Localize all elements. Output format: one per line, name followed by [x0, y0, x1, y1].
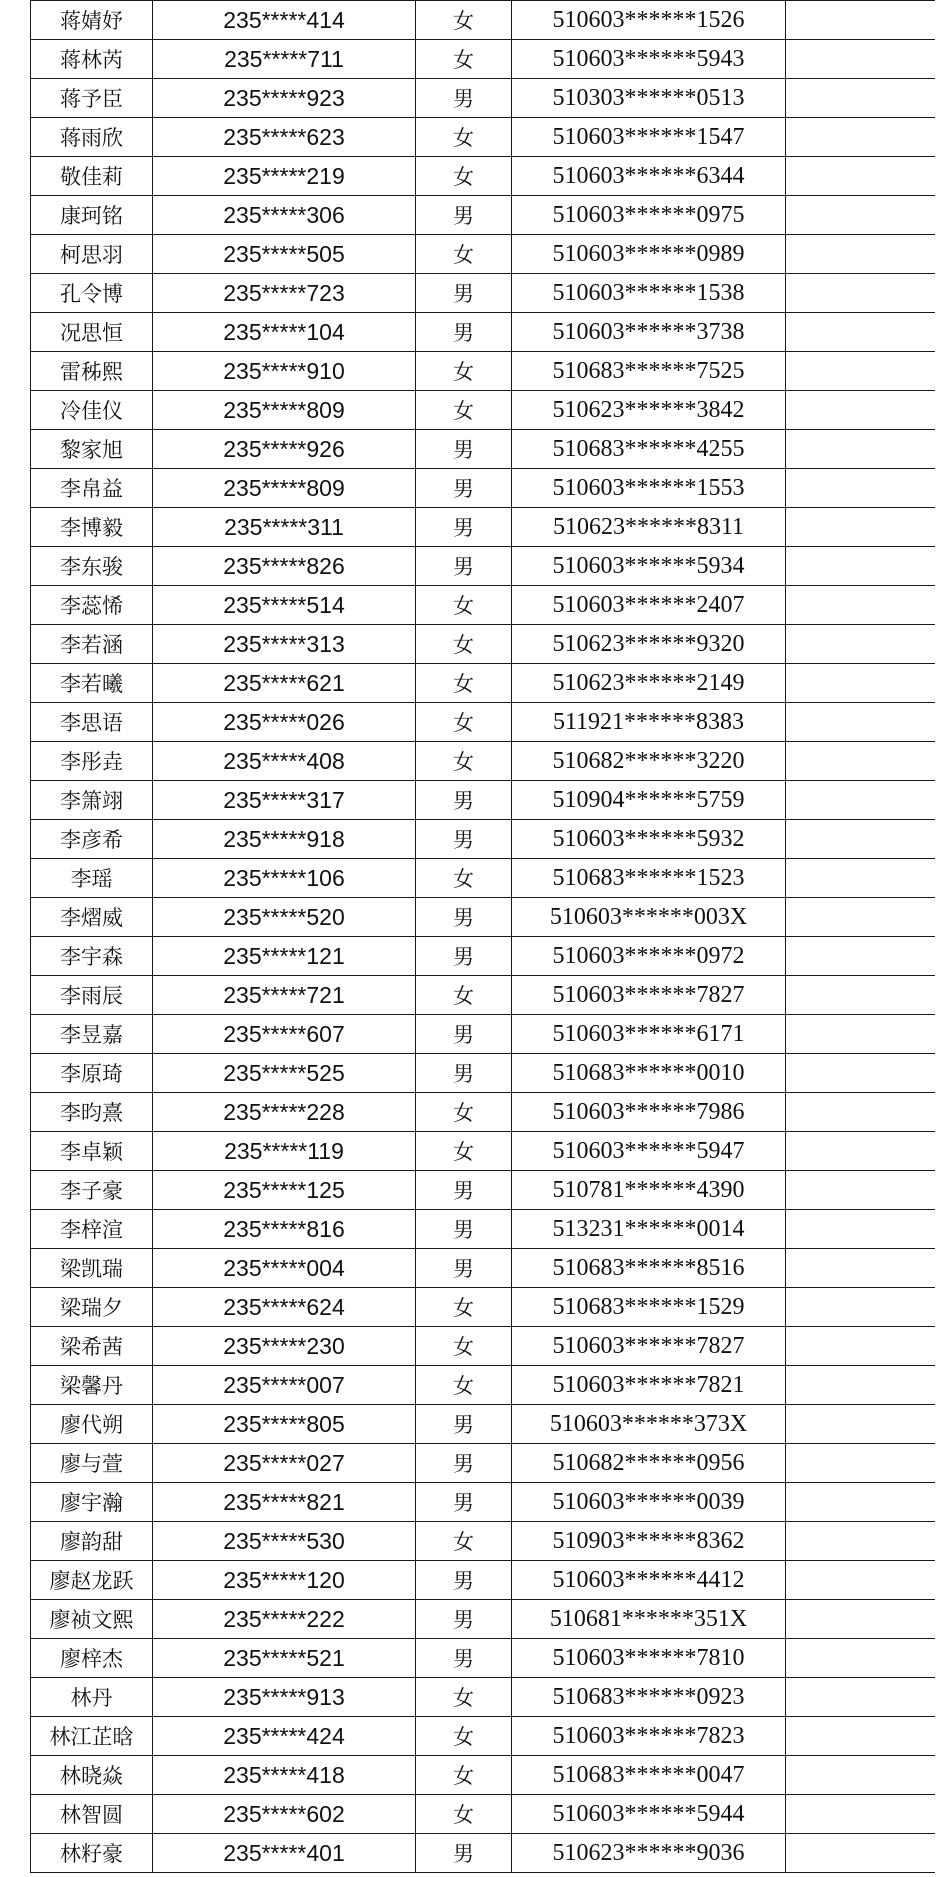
student-name-cell: 李梓渲	[31, 1210, 153, 1249]
id-number-cell: 510682******3220	[512, 742, 786, 781]
gender-cell: 女	[416, 352, 512, 391]
gender-cell: 女	[416, 664, 512, 703]
empty-cell	[786, 40, 936, 79]
student-name-cell: 李彤垚	[31, 742, 153, 781]
table-row	[31, 1, 936, 40]
table-row	[31, 1054, 936, 1093]
empty-cell	[786, 859, 936, 898]
table-row	[31, 1093, 936, 1132]
gender-cell: 男	[416, 1405, 512, 1444]
table-row	[31, 1288, 936, 1327]
student-name-cell: 梁凯瑞	[31, 1249, 153, 1288]
roster-table-body	[31, 1, 936, 1873]
table-row	[31, 313, 936, 352]
empty-cell	[786, 1600, 936, 1639]
student-name-cell: 李若曦	[31, 664, 153, 703]
id-number-cell: 510683******1529	[512, 1288, 786, 1327]
table-row	[31, 508, 936, 547]
table-row	[31, 1483, 936, 1522]
table-row	[31, 118, 936, 157]
table-row	[31, 1132, 936, 1171]
id-number-cell: 510603******0975	[512, 196, 786, 235]
gender-cell: 男	[416, 313, 512, 352]
student-name-cell: 李原琦	[31, 1054, 153, 1093]
gender-cell: 男	[416, 547, 512, 586]
exam-number-cell: 235*****805	[153, 1405, 416, 1444]
exam-number-cell: 235*****228	[153, 1093, 416, 1132]
gender-cell: 男	[416, 1561, 512, 1600]
id-number-cell: 510682******0956	[512, 1444, 786, 1483]
empty-cell	[786, 196, 936, 235]
empty-cell	[786, 1678, 936, 1717]
gender-cell: 男	[416, 781, 512, 820]
id-number-cell: 510603******7827	[512, 1327, 786, 1366]
id-number-cell: 511921******8383	[512, 703, 786, 742]
empty-cell	[786, 664, 936, 703]
student-name-cell: 林丹	[31, 1678, 153, 1717]
student-name-cell: 李思语	[31, 703, 153, 742]
exam-number-cell: 235*****004	[153, 1249, 416, 1288]
table-row	[31, 1522, 936, 1561]
student-name-cell: 蒋婧妤	[31, 1, 153, 40]
empty-cell	[786, 79, 936, 118]
id-number-cell: 510904******5759	[512, 781, 786, 820]
exam-number-cell: 235*****222	[153, 1600, 416, 1639]
empty-cell	[786, 586, 936, 625]
student-name-cell: 康珂铭	[31, 196, 153, 235]
empty-cell	[786, 820, 936, 859]
student-name-cell: 廖赵龙跃	[31, 1561, 153, 1600]
id-number-cell: 510681******351X	[512, 1600, 786, 1639]
exam-number-cell: 235*****711	[153, 40, 416, 79]
student-name-cell: 廖韵甜	[31, 1522, 153, 1561]
gender-cell: 男	[416, 1171, 512, 1210]
student-name-cell: 李熠威	[31, 898, 153, 937]
empty-cell	[786, 1015, 936, 1054]
gender-cell: 女	[416, 1366, 512, 1405]
empty-cell	[786, 1756, 936, 1795]
id-number-cell: 510603******5947	[512, 1132, 786, 1171]
table-row	[31, 1210, 936, 1249]
id-number-cell: 510303******0513	[512, 79, 786, 118]
table-row	[31, 1171, 936, 1210]
id-number-cell: 510623******8311	[512, 508, 786, 547]
empty-cell	[786, 1132, 936, 1171]
student-name-cell: 廖宇瀚	[31, 1483, 153, 1522]
id-number-cell: 510603******1553	[512, 469, 786, 508]
table-row	[31, 79, 936, 118]
exam-number-cell: 235*****317	[153, 781, 416, 820]
id-number-cell: 510603******7821	[512, 1366, 786, 1405]
student-name-cell: 林籽豪	[31, 1834, 153, 1873]
id-number-cell: 510603******1526	[512, 1, 786, 40]
exam-number-cell: 235*****809	[153, 391, 416, 430]
empty-cell	[786, 1639, 936, 1678]
exam-number-cell: 235*****624	[153, 1288, 416, 1327]
exam-number-cell: 235*****401	[153, 1834, 416, 1873]
roster-table	[30, 0, 935, 1873]
student-name-cell: 李瑶	[31, 859, 153, 898]
id-number-cell: 510603******7827	[512, 976, 786, 1015]
empty-cell	[786, 1093, 936, 1132]
id-number-cell: 510603******6171	[512, 1015, 786, 1054]
table-row	[31, 1834, 936, 1873]
exam-number-cell: 235*****424	[153, 1717, 416, 1756]
id-number-cell: 510683******0923	[512, 1678, 786, 1717]
table-row	[31, 274, 936, 313]
gender-cell: 女	[416, 1795, 512, 1834]
gender-cell: 女	[416, 1717, 512, 1756]
id-number-cell: 510623******2149	[512, 664, 786, 703]
empty-cell	[786, 508, 936, 547]
exam-number-cell: 235*****607	[153, 1015, 416, 1054]
empty-cell	[786, 1834, 936, 1873]
gender-cell: 女	[416, 1288, 512, 1327]
id-number-cell: 510603******0972	[512, 937, 786, 976]
table-row	[31, 157, 936, 196]
student-name-cell: 李子豪	[31, 1171, 153, 1210]
empty-cell	[786, 352, 936, 391]
student-name-cell: 梁瑞夕	[31, 1288, 153, 1327]
id-number-cell: 510903******8362	[512, 1522, 786, 1561]
student-name-cell: 敬佳莉	[31, 157, 153, 196]
gender-cell: 男	[416, 937, 512, 976]
gender-cell: 女	[416, 1093, 512, 1132]
exam-number-cell: 235*****306	[153, 196, 416, 235]
table-row	[31, 937, 936, 976]
gender-cell: 男	[416, 274, 512, 313]
gender-cell: 男	[416, 1834, 512, 1873]
exam-number-cell: 235*****816	[153, 1210, 416, 1249]
id-number-cell: 510603******4412	[512, 1561, 786, 1600]
student-name-cell: 蒋予臣	[31, 79, 153, 118]
student-name-cell: 李卓颖	[31, 1132, 153, 1171]
id-number-cell: 510683******4255	[512, 430, 786, 469]
student-name-cell: 李东骏	[31, 547, 153, 586]
table-row	[31, 820, 936, 859]
exam-number-cell: 235*****826	[153, 547, 416, 586]
gender-cell: 男	[416, 79, 512, 118]
exam-number-cell: 235*****926	[153, 430, 416, 469]
gender-cell: 女	[416, 118, 512, 157]
id-number-cell: 510603******373X	[512, 1405, 786, 1444]
id-number-cell: 510603******5944	[512, 1795, 786, 1834]
gender-cell: 男	[416, 1444, 512, 1483]
table-row	[31, 859, 936, 898]
exam-number-cell: 235*****104	[153, 313, 416, 352]
gender-cell: 女	[416, 586, 512, 625]
exam-number-cell: 235*****418	[153, 1756, 416, 1795]
student-name-cell: 柯思羽	[31, 235, 153, 274]
id-number-cell: 510603******1547	[512, 118, 786, 157]
table-row	[31, 1405, 936, 1444]
exam-number-cell: 235*****414	[153, 1, 416, 40]
empty-cell	[786, 1210, 936, 1249]
empty-cell	[786, 118, 936, 157]
gender-cell: 女	[416, 1678, 512, 1717]
table-row	[31, 898, 936, 937]
id-number-cell: 510683******1523	[512, 859, 786, 898]
empty-cell	[786, 391, 936, 430]
student-name-cell: 林江芷晗	[31, 1717, 153, 1756]
exam-number-cell: 235*****910	[153, 352, 416, 391]
gender-cell: 男	[416, 898, 512, 937]
table-row	[31, 742, 936, 781]
gender-cell: 男	[416, 508, 512, 547]
student-name-cell: 廖梓杰	[31, 1639, 153, 1678]
id-number-cell: 510603******1538	[512, 274, 786, 313]
exam-number-cell: 235*****923	[153, 79, 416, 118]
id-number-cell: 510623******9320	[512, 625, 786, 664]
id-number-cell: 510683******8516	[512, 1249, 786, 1288]
gender-cell: 男	[416, 1015, 512, 1054]
table-row	[31, 469, 936, 508]
empty-cell	[786, 703, 936, 742]
table-row	[31, 625, 936, 664]
student-name-cell: 况思恒	[31, 313, 153, 352]
student-name-cell: 廖与萱	[31, 1444, 153, 1483]
exam-number-cell: 235*****121	[153, 937, 416, 976]
gender-cell: 女	[416, 625, 512, 664]
id-number-cell: 510603******7986	[512, 1093, 786, 1132]
empty-cell	[786, 1171, 936, 1210]
student-name-cell: 李帛益	[31, 469, 153, 508]
empty-cell	[786, 1522, 936, 1561]
exam-number-cell: 235*****723	[153, 274, 416, 313]
student-name-cell: 李若涵	[31, 625, 153, 664]
student-name-cell: 梁馨丹	[31, 1366, 153, 1405]
gender-cell: 女	[416, 1327, 512, 1366]
student-name-cell: 李箫翊	[31, 781, 153, 820]
empty-cell	[786, 1561, 936, 1600]
exam-number-cell: 235*****514	[153, 586, 416, 625]
exam-number-cell: 235*****621	[153, 664, 416, 703]
table-row	[31, 352, 936, 391]
exam-number-cell: 235*****821	[153, 1483, 416, 1522]
exam-number-cell: 235*****521	[153, 1639, 416, 1678]
exam-number-cell: 235*****313	[153, 625, 416, 664]
table-row	[31, 196, 936, 235]
id-number-cell: 510603******3738	[512, 313, 786, 352]
empty-cell	[786, 625, 936, 664]
id-number-cell: 510603******5943	[512, 40, 786, 79]
table-row	[31, 586, 936, 625]
empty-cell	[786, 1405, 936, 1444]
student-name-cell: 雷秭熙	[31, 352, 153, 391]
exam-number-cell: 235*****918	[153, 820, 416, 859]
empty-cell	[786, 1795, 936, 1834]
gender-cell: 女	[416, 1, 512, 40]
empty-cell	[786, 1054, 936, 1093]
id-number-cell: 510603******5932	[512, 820, 786, 859]
id-number-cell: 510683******7525	[512, 352, 786, 391]
gender-cell: 女	[416, 40, 512, 79]
gender-cell: 男	[416, 1249, 512, 1288]
exam-number-cell: 235*****602	[153, 1795, 416, 1834]
exam-number-cell: 235*****219	[153, 157, 416, 196]
exam-number-cell: 235*****520	[153, 898, 416, 937]
roster-sheet	[30, 0, 935, 1877]
exam-number-cell: 235*****007	[153, 1366, 416, 1405]
empty-cell	[786, 157, 936, 196]
id-number-cell: 510623******9036	[512, 1834, 786, 1873]
exam-number-cell: 235*****408	[153, 742, 416, 781]
id-number-cell: 510603******2407	[512, 586, 786, 625]
student-name-cell: 李昱嘉	[31, 1015, 153, 1054]
table-row	[31, 235, 936, 274]
empty-cell	[786, 547, 936, 586]
empty-cell	[786, 469, 936, 508]
id-number-cell: 510603******0039	[512, 1483, 786, 1522]
table-row	[31, 547, 936, 586]
table-row	[31, 703, 936, 742]
empty-cell	[786, 1327, 936, 1366]
empty-cell	[786, 1444, 936, 1483]
gender-cell: 男	[416, 196, 512, 235]
empty-cell	[786, 1483, 936, 1522]
gender-cell: 女	[416, 157, 512, 196]
empty-cell	[786, 313, 936, 352]
student-name-cell: 林智圆	[31, 1795, 153, 1834]
table-row	[31, 976, 936, 1015]
exam-number-cell: 235*****026	[153, 703, 416, 742]
table-row	[31, 1756, 936, 1795]
table-row	[31, 1249, 936, 1288]
student-name-cell: 李彦希	[31, 820, 153, 859]
gender-cell: 男	[416, 469, 512, 508]
gender-cell: 男	[416, 1054, 512, 1093]
empty-cell	[786, 274, 936, 313]
gender-cell: 女	[416, 1522, 512, 1561]
table-row	[31, 1366, 936, 1405]
gender-cell: 男	[416, 1483, 512, 1522]
table-row	[31, 391, 936, 430]
empty-cell	[786, 976, 936, 1015]
exam-number-cell: 235*****809	[153, 469, 416, 508]
table-row	[31, 1678, 936, 1717]
gender-cell: 男	[416, 1639, 512, 1678]
gender-cell: 女	[416, 703, 512, 742]
empty-cell	[786, 781, 936, 820]
empty-cell	[786, 1249, 936, 1288]
table-row	[31, 1795, 936, 1834]
exam-number-cell: 235*****119	[153, 1132, 416, 1171]
exam-number-cell: 235*****120	[153, 1561, 416, 1600]
gender-cell: 男	[416, 1210, 512, 1249]
exam-number-cell: 235*****505	[153, 235, 416, 274]
id-number-cell: 510603******003X	[512, 898, 786, 937]
student-name-cell: 李宇森	[31, 937, 153, 976]
empty-cell	[786, 430, 936, 469]
id-number-cell: 510603******7810	[512, 1639, 786, 1678]
empty-cell	[786, 235, 936, 274]
table-row	[31, 664, 936, 703]
exam-number-cell: 235*****106	[153, 859, 416, 898]
table-row	[31, 1015, 936, 1054]
student-name-cell: 冷佳仪	[31, 391, 153, 430]
exam-number-cell: 235*****525	[153, 1054, 416, 1093]
gender-cell: 女	[416, 859, 512, 898]
student-name-cell: 黎家旭	[31, 430, 153, 469]
exam-number-cell: 235*****027	[153, 1444, 416, 1483]
gender-cell: 女	[416, 235, 512, 274]
gender-cell: 女	[416, 1132, 512, 1171]
table-row	[31, 1600, 936, 1639]
gender-cell: 女	[416, 391, 512, 430]
exam-number-cell: 235*****125	[153, 1171, 416, 1210]
gender-cell: 男	[416, 1600, 512, 1639]
exam-number-cell: 235*****230	[153, 1327, 416, 1366]
empty-cell	[786, 742, 936, 781]
id-number-cell: 510603******5934	[512, 547, 786, 586]
gender-cell: 女	[416, 976, 512, 1015]
table-row	[31, 430, 936, 469]
table-row	[31, 1327, 936, 1366]
gender-cell: 男	[416, 430, 512, 469]
student-name-cell: 李蕊悕	[31, 586, 153, 625]
id-number-cell: 510781******4390	[512, 1171, 786, 1210]
empty-cell	[786, 898, 936, 937]
exam-number-cell: 235*****311	[153, 508, 416, 547]
student-name-cell: 蒋林芮	[31, 40, 153, 79]
table-row	[31, 1639, 936, 1678]
exam-number-cell: 235*****623	[153, 118, 416, 157]
id-number-cell: 513231******0014	[512, 1210, 786, 1249]
id-number-cell: 510603******7823	[512, 1717, 786, 1756]
id-number-cell: 510683******0010	[512, 1054, 786, 1093]
student-name-cell: 孔令博	[31, 274, 153, 313]
student-name-cell: 蒋雨欣	[31, 118, 153, 157]
table-row	[31, 40, 936, 79]
empty-cell	[786, 1, 936, 40]
table-row	[31, 1561, 936, 1600]
empty-cell	[786, 1366, 936, 1405]
table-row	[31, 1444, 936, 1483]
gender-cell: 女	[416, 742, 512, 781]
gender-cell: 男	[416, 820, 512, 859]
student-name-cell: 李昀熹	[31, 1093, 153, 1132]
student-name-cell: 李雨辰	[31, 976, 153, 1015]
exam-number-cell: 235*****913	[153, 1678, 416, 1717]
empty-cell	[786, 1288, 936, 1327]
empty-cell	[786, 937, 936, 976]
student-name-cell: 廖代朔	[31, 1405, 153, 1444]
exam-number-cell: 235*****721	[153, 976, 416, 1015]
student-name-cell: 李博毅	[31, 508, 153, 547]
gender-cell: 女	[416, 1756, 512, 1795]
id-number-cell: 510683******0047	[512, 1756, 786, 1795]
id-number-cell: 510623******3842	[512, 391, 786, 430]
exam-number-cell: 235*****530	[153, 1522, 416, 1561]
student-name-cell: 林晓焱	[31, 1756, 153, 1795]
empty-cell	[786, 1717, 936, 1756]
student-name-cell: 廖祯文熙	[31, 1600, 153, 1639]
student-name-cell: 梁希茜	[31, 1327, 153, 1366]
id-number-cell: 510603******6344	[512, 157, 786, 196]
table-row	[31, 781, 936, 820]
table-row	[31, 1717, 936, 1756]
id-number-cell: 510603******0989	[512, 235, 786, 274]
